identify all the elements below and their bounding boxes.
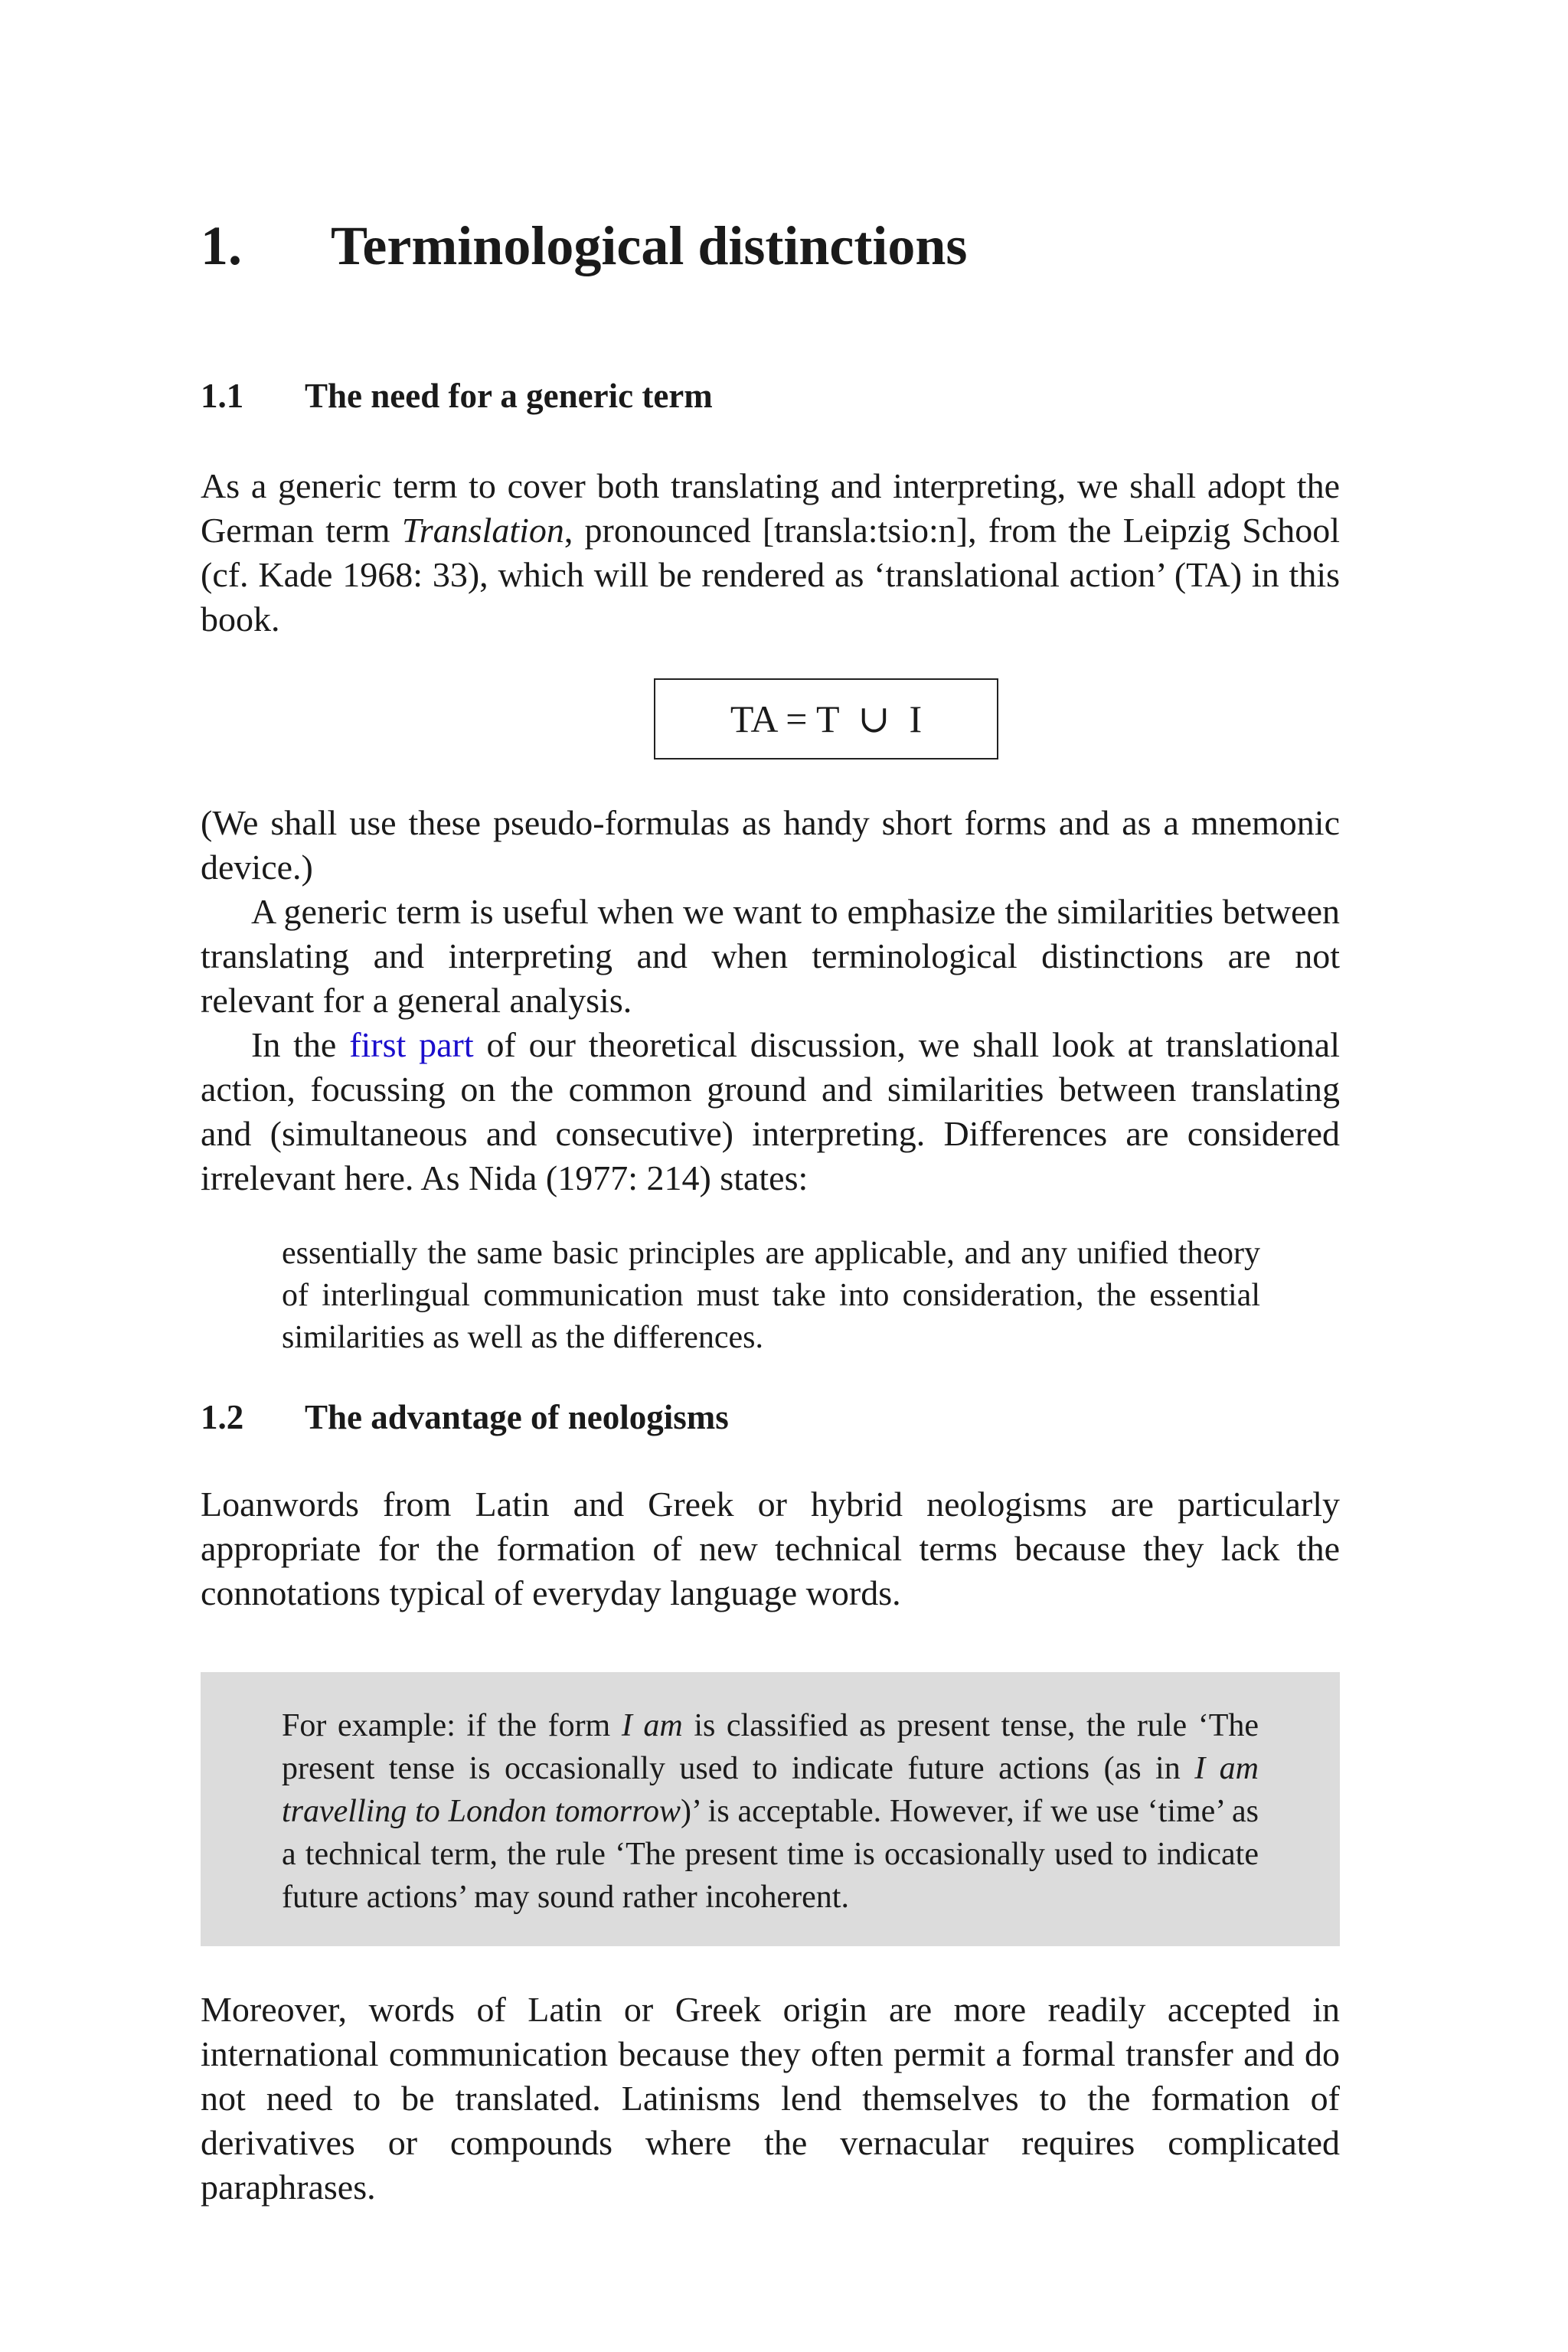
section-number: 1.2 bbox=[201, 1398, 244, 1436]
italic-term: Translation bbox=[401, 511, 564, 550]
section-number: 1.1 bbox=[201, 377, 244, 415]
paragraph-latin-greek bbox=[201, 1988, 1340, 2210]
paragraph-generic-useful bbox=[201, 890, 1340, 1023]
italic-example: I am bbox=[621, 1708, 683, 1743]
block-quote: essentially the same basic principles are applicable, and any unified theory of interlingual communication must take into consideration, the essential similarities as well as the differences. bbox=[282, 1236, 1260, 1355]
chapter-number: 1. bbox=[201, 215, 242, 276]
text-run: is classified as present tense, the rule ‘The present tense is occasionally used to indicate future actions (as in bbox=[282, 1708, 1259, 1786]
text-run: of our theoretical discussion, we shall look at translational action, focussing on the common ground and similarities between translating and (simultaneous and consecutive) interpreting. Differences are considered irrelevant here. As Nida (1977: 214) states: bbox=[201, 1025, 1340, 1197]
paragraph-text: Loanwords from Latin and Greek or hybrid neologisms are particularly appropriate for the formation of new technical terms because they lack the connotations typical of everyday language words. bbox=[201, 1485, 1340, 1612]
paragraph-text: A generic term is useful when we want to emphasize the similarities between translating and interpreting and when terminological distinctions are not relevant for a general analysis. bbox=[201, 892, 1340, 1020]
chapter-title bbox=[201, 216, 967, 276]
section-heading-1-1 bbox=[201, 375, 713, 416]
text-run: For example: if the form bbox=[282, 1708, 622, 1743]
paragraph-generic-term bbox=[201, 464, 1340, 642]
formula-box: TA = T ∪ I bbox=[654, 678, 998, 760]
paragraph-pseudo-formulas bbox=[201, 801, 1340, 890]
text-run: )’ is acceptable. However, if we use ‘time’ as a technical term, the rule ‘The present time is occasionally used to indicate future actions’ may sound rather incoherent. bbox=[282, 1794, 1259, 1915]
paragraph-text: Moreover, words of Latin or Greek origin are more readily accepted in international communication because they often permit a formal transfer and do not need to be translated. Latinisms lend themselves to the formation of derivatives or compounds where the vernacular requires complicated paraphrases. bbox=[201, 1990, 1340, 2207]
text-run: As a generic term to cover both translating and interpreting, we shall adopt the German term bbox=[201, 466, 1340, 550]
section-title-text: The need for a generic term bbox=[305, 377, 713, 415]
paragraph-loanwords bbox=[201, 1482, 1340, 1615]
text-run: In the bbox=[251, 1025, 350, 1064]
italic-example: I am travelling to London tomorrow bbox=[282, 1751, 1259, 1829]
section-title-text: The advantage of neologisms bbox=[305, 1398, 729, 1436]
paragraph-first-part bbox=[201, 1023, 1340, 1200]
first-part-link[interactable]: first part bbox=[349, 1025, 474, 1064]
text-run: , pronounced [transla:tsio:n], from the Leipzig School (cf. Kade 1968: 33), which will be rendered as ‘translational action’ (TA) in this book. bbox=[201, 511, 1340, 639]
paragraph-text: (We shall use these pseudo-formulas as handy short forms and as a mnemonic device.) bbox=[201, 803, 1340, 887]
section-heading-1-2 bbox=[201, 1396, 729, 1438]
chapter-title-text: Terminological distinctions bbox=[331, 215, 968, 276]
example-box bbox=[201, 1672, 1340, 1946]
